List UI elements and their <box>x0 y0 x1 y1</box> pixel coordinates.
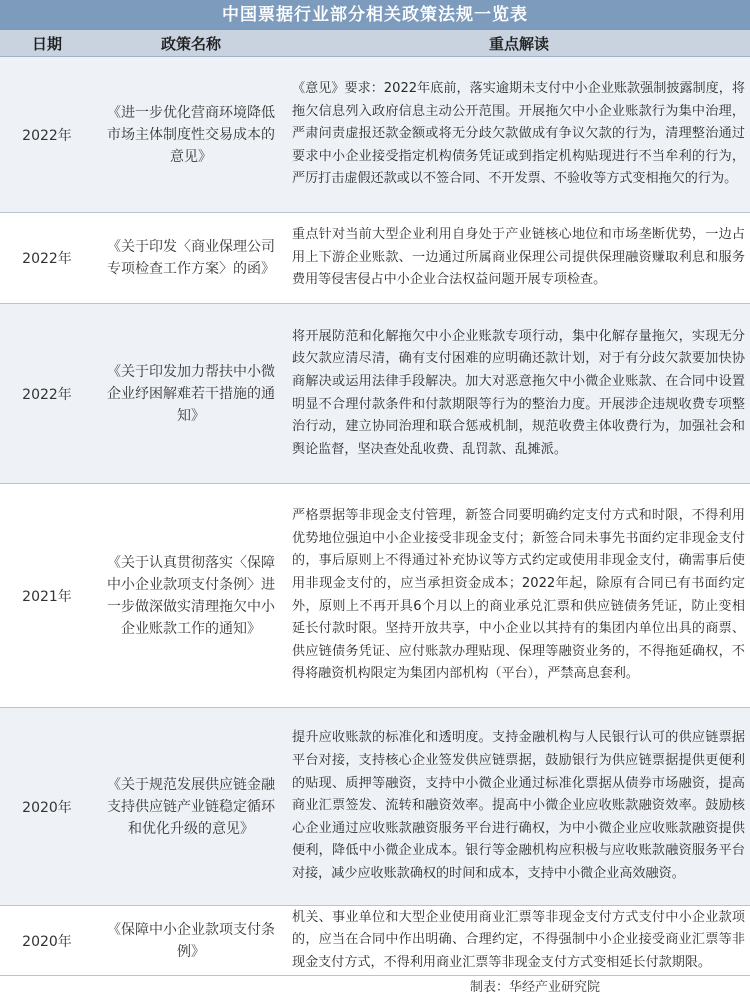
row-date: 2022年 <box>0 213 94 304</box>
row-policy-name: 《关于规范发展供应链金融支持供应链产业链稳定循环和优化升级的意见》 <box>94 708 288 906</box>
header-date: 日期 <box>0 30 94 57</box>
row-policy-name: 《进一步优化营商环境降低市场主体制度性交易成本的意见》 <box>94 57 288 213</box>
row-detail: 将开展防范和化解拖欠中小企业账款专项行动，集中化解存量拖欠，实现无分歧欠款应清尽清，确有支付困难的应明确还款计划，对于有分歧欠款要加快协商解决或运用法律手段解决。加大对恶意拖欠中小微企业账款、在合同中设置明显不合理付款条件和付款期限等行为的整治力度。开展涉企违规收费专项整治行动，建立协同治理和联合惩戒机制，规范收费主体收费行为，加强社会和舆论监督，坚决查处乱收费、乱罚款、乱摊派。 <box>288 304 750 484</box>
source-footer: 制表：华经产业研究院 <box>0 976 750 1000</box>
row-date: 2022年 <box>0 304 94 484</box>
policy-table <box>0 30 750 976</box>
table-row <box>0 57 750 213</box>
row-detail: 严格票据等非现金支付管理，新签合同要明确约定支付方式和时限，不得利用优势地位强迫中小企业接受非现金支付；新签合同未事先书面约定非现金支付的，事后原则上不得通过补充协议等方式约定或使用非现金支付，确需事后使用非现金支付的，应当承担资金成本；2022年起，除原有合同已有书面约定外，原则上不再开具6个月以上的商业承兑汇票和供应链债务凭证，防止变相延长付款时限。坚持开放共享，中小企业以其持有的集团内单位出具的商票、供应链债务凭证、应付账款办理贴现、保理等融资业务的，不得拖延确权，不得将融资机构限定为集团内部机构（平台），严禁高息套利。 <box>288 484 750 708</box>
header-row <box>0 30 750 57</box>
table-row <box>0 484 750 708</box>
row-policy-name: 《关于印发〈商业保理公司专项检查工作方案〉的函》 <box>94 213 288 304</box>
row-date: 2020年 <box>0 906 94 976</box>
header-name: 政策名称 <box>94 30 288 57</box>
row-policy-name: 《关于印发加力帮扶中小微企业纾困解难若干措施的通知》 <box>94 304 288 484</box>
row-date: 2022年 <box>0 57 94 213</box>
row-detail: 重点针对当前大型企业利用自身处于产业链核心地位和市场垄断优势，一边占用上下游企业账款、一边通过所属商业保理公司提供保理融资赚取利息和服务费用等侵害侵占中小企业合法权益问题开展专项检查。 <box>288 213 750 304</box>
table-title: 中国票据行业部分相关政策法规一览表 <box>0 0 750 30</box>
row-policy-name: 《保障中小企业款项支付条例》 <box>94 906 288 976</box>
row-detail: 提升应收账款的标准化和透明度。支持金融机构与人民银行认可的供应链票据平台对接，支持核心企业签发供应链票据，鼓励银行为供应链票据提供更便利的贴现、质押等融资，支持中小微企业通过标准化票据从债券市场融资，提高商业汇票签发、流转和融资效率。提高中小微企业应收账款融资效率。鼓励核心企业通过应收账款融资服务平台进行确权，为中小微企业应收账款融资提供便利，降低中小微企业成本。银行等金融机构应积极与应收账款融资服务平台对接，减少应收账款确权的时间和成本，支持中小微企业高效融资。 <box>288 708 750 906</box>
row-policy-name: 《关于认真贯彻落实〈保障中小企业款项支付条例〉进一步做深做实清理拖欠中小企业账款工作的通知》 <box>94 484 288 708</box>
row-date: 2021年 <box>0 484 94 708</box>
table-row <box>0 304 750 484</box>
table-row <box>0 906 750 976</box>
table-row <box>0 708 750 906</box>
row-date: 2020年 <box>0 708 94 906</box>
header-detail: 重点解读 <box>288 30 750 57</box>
row-detail: 《意见》要求：2022年底前，落实逾期未支付中小企业账款强制披露制度，将拖欠信息列入政府信息主动公开范围。开展拖欠中小企业账款行为集中治理，严肃问责虚报还款金额或将无分歧欠款做成有争议欠款的行为，清理整治通过要求中小企业接受指定机构债务凭证或到指定机构贴现进行不当牟利的行为，严厉打击虚假还款或以不签合同、不开发票、不验收等方式变相拖欠的行为。 <box>288 57 750 213</box>
table-row <box>0 213 750 304</box>
row-detail: 机关、事业单位和大型企业使用商业汇票等非现金支付方式支付中小企业款项的，应当在合同中作出明确、合理约定，不得强制中小企业接受商业汇票等非现金支付方式，不得利用商业汇票等非现金支付方式变相延长付款期限。 <box>288 906 750 976</box>
